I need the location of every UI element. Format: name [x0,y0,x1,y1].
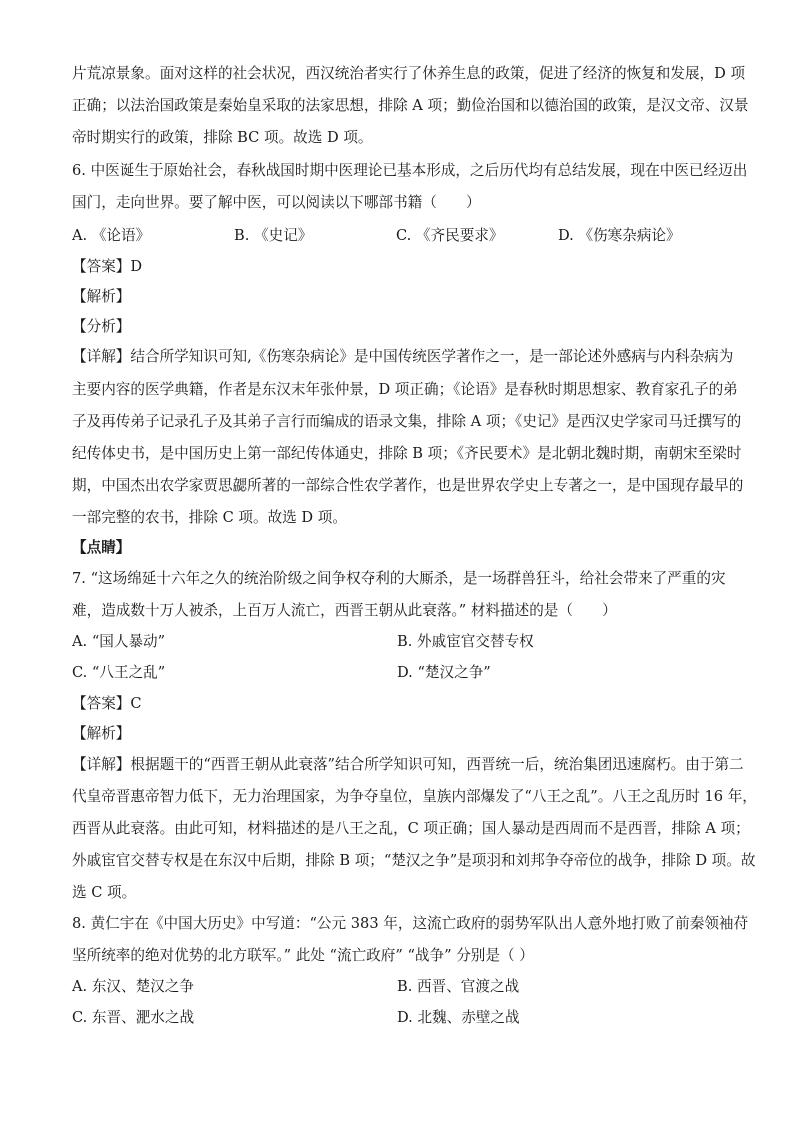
q7-option-c: C. “八王之乱” [72,664,166,681]
q6-option-b: B. 《史记》 [234,227,313,244]
q5-tail-line: 帝时期实行的政策，排除 BC 项。故选 D 项。 [72,129,373,146]
q7-answer: 【答案】C [72,695,142,712]
q6-dianjing-label: 【点睛】 [72,539,131,556]
q5-tail-line: 正确；以法治国政策是秦始皇采取的法家思想，排除 A 项；勤俭治国和以德治国的政策，是汉文帝、汉景 [72,97,749,114]
q6-detail-line: 期，中国杰出农学家贾思勰所著的一部综合性农学著作，也是世界农学史上专著之一，是中国现存最早的 [72,477,744,494]
q8-options-row1 [72,977,722,997]
q7-stem-line: 7. “这场绵延十六年之久的统治阶级之间争权夺利的大厮杀，是一场群兽狂斗，给社会带来了严重的灾 [72,570,726,587]
q8-options-row2 [72,1008,722,1028]
q7-option-b: B. 外戚宦官交替专权 [397,633,534,650]
q6-options [72,226,722,246]
q6-option-d: D. 《伤寒杂病论》 [558,227,681,244]
q7-detail-line: 【详解】根据题干的“西晋王朝从此衰落”结合所学知识可知，西晋统一后，统治集团迅速腐朽。由于第二 [72,756,744,773]
q7-stem-line: 难，造成数十万人被杀，上百万人流亡，西晋王朝从此衰落。” 材料描述的是（ ） [72,602,617,619]
q5-tail-line: 片荒凉景象。面对这样的社会状况，西汉统治者实行了休养生息的政策，促进了经济的恢复和发展，D 项 [72,65,746,82]
q8-option-d: D. 北魏、赤壁之战 [397,1009,520,1026]
q6-detail-line: 【详解】结合所学知识可知,《伤寒杂病论》是中国传统医学著作之一，是一部论述外感病与内科杂病为 [72,348,734,365]
q6-answer: 【答案】D [72,258,143,275]
q7-options-row2 [72,663,722,683]
q6-detail-line: 纪传体史书，是中国历史上第一部纪传体通史，排除 B 项；《齐民要术》是北朝北魏时期，南朝宋至梁时 [72,445,742,462]
q6-detail-line: 一部完整的农书，排除 C 项。故选 D 项。 [72,509,347,526]
q8-option-c: C. 东晋、淝水之战 [72,1009,195,1026]
q8-option-b: B. 西晋、官渡之战 [397,978,520,995]
q6-detail-line: 主要内容的医学典籍，作者是东汉末年张仲景，D 项正确；《论语》是春秋时期思想家、教育家孔子的弟 [72,381,738,398]
q6-fenxi-label: 【分析】 [72,318,131,335]
q8-stem-line: 8. 黄仁宇在《中国大历史》中写道：“公元 383 年，这流亡政府的弱势军队出人意外地打败了前秦领袖苻 [72,915,749,932]
q8-option-a: A. 东汉、楚汉之争 [72,978,194,995]
q7-detail-line: 外戚宦官交替专权是在东汉中后期，排除 B 项；“楚汉之争”是项羽和刘邦争夺帝位的战争，排除 D 项。故 [72,852,756,869]
q7-detail-line: 代皇帝晋惠帝智力低下，无力治理国家，为争夺皇位，皇族内部爆发了“八王之乱”。八王之乱历时 16 年， [72,788,757,805]
q7-option-a: A. “国人暴动” [72,633,166,650]
q7-detail-line: 选 C 项。 [72,884,137,901]
q6-stem-line: 6. 中医诞生于原始社会，春秋战国时期中医理论已基本形成，之后历代均有总结发展，现在中医已经迈出 [72,162,748,179]
q7-option-d: D. “楚汉之争” [397,664,491,681]
q8-stem-line: 坚所统率的绝对优势的北方联军。” 此处 “流亡政府” “战争” 分别是（ ） [72,947,534,964]
q6-detail-line: 子及再传弟子记录孔子及其弟子言行而编成的语录文集，排除 A 项；《史记》是西汉史学家司马迁撰写的 [72,413,742,430]
q6-stem-line: 国门，走向世界。要了解中医，可以阅读以下哪部书籍（ ） [72,194,481,211]
q7-options-row1 [72,632,722,652]
q6-analysis-label: 【解析】 [72,288,131,305]
q6-option-a: A. 《论语》 [72,227,151,244]
q6-option-c: C. 《齐民要求》 [396,227,504,244]
q7-detail-line: 西晋从此衰落。由此可知，材料描述的是八王之乱，C 项正确；国人暴动是西周而不是西晋，排除 A 项； [72,820,750,837]
q7-analysis-label: 【解析】 [72,725,131,742]
